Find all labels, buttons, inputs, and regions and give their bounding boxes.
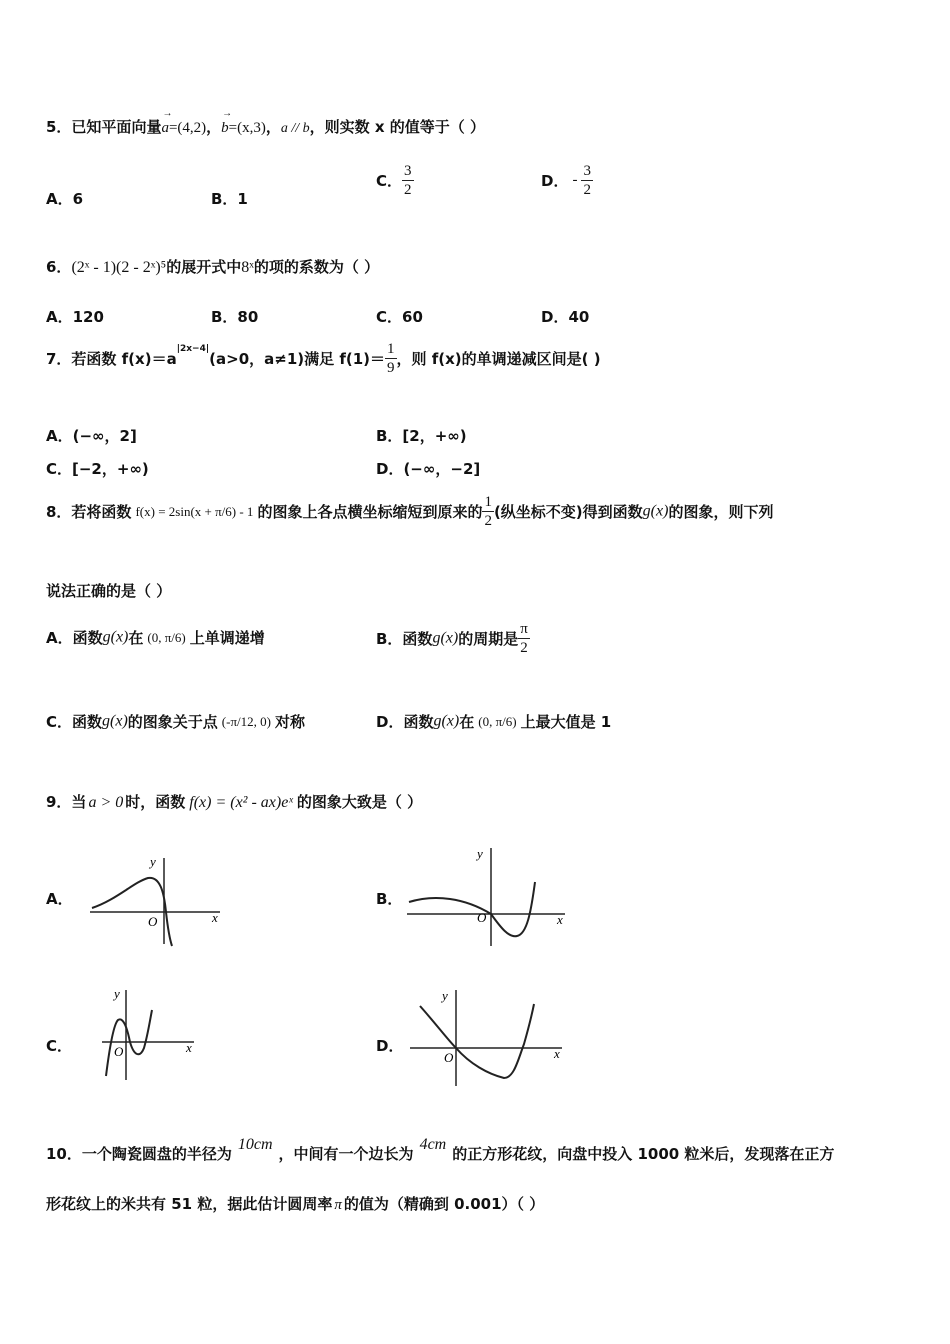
q8-b-pre: B．函数 <box>376 630 433 648</box>
q8-b-suf: 的周期是 <box>458 630 519 648</box>
q8-a-interval: (0, π/6) <box>147 629 186 645</box>
q5-option-c[interactable] <box>376 162 414 199</box>
q8-half-den: 2 <box>484 513 492 529</box>
q8-c-suf: 对称 <box>274 713 305 731</box>
q8-c-mid: 的图象关于点 <box>127 713 218 731</box>
q5-option-d-den: 2 <box>583 182 591 198</box>
q5-option-d-sign: - <box>572 172 578 188</box>
q9-graph-d[interactable] <box>408 984 568 1090</box>
q8-c-pre: C．函数 <box>46 713 103 731</box>
q10-line2-pre: 形花纹上的米共有 51 粒，据此估计圆周率 <box>46 1195 333 1213</box>
q5-option-b[interactable]: B．1 <box>211 190 248 208</box>
q9-function: f(x) = (x² - ax)eˣ <box>189 794 293 811</box>
q7-exponent: |2x−4| <box>176 344 210 354</box>
q8-b-g: g(x) <box>432 629 459 647</box>
origin-label: O <box>444 1050 454 1065</box>
q10-pi: π <box>334 1197 342 1213</box>
y-label: y <box>442 988 448 1003</box>
q7-text: 7．若函数 f(x)＝a <box>46 350 177 368</box>
q6-option-c[interactable]: C．60 <box>376 308 423 326</box>
q8-option-c[interactable] <box>46 711 305 732</box>
q7-option-d[interactable]: D．(−∞，−2] <box>376 460 481 478</box>
vector-a-value: =(4,2) <box>168 120 207 136</box>
q7-stem <box>46 340 601 377</box>
x-label: x <box>186 1040 192 1055</box>
q8-b-den: 2 <box>520 640 528 656</box>
q10-line2-suf: 的值为（精确到 0.001）（ ） <box>343 1195 545 1213</box>
q5-stem: 5．已知平面向量 → a=(4,2)， → b=(x,3)，a // b，则实数 x 的值等于（ ） <box>46 108 486 136</box>
q8-function: f(x) = 2sin(x + π/6) - 1 <box>135 503 254 519</box>
x-label: x <box>554 1046 560 1061</box>
q8-option-b[interactable] <box>376 620 530 657</box>
q6-option-a[interactable]: A．120 <box>46 308 104 326</box>
x-label: x <box>212 910 218 925</box>
parallel-condition: a // b <box>280 121 310 136</box>
q5-suffix: ，则实数 x 的值等于（ ） <box>309 118 486 136</box>
q8-mid2: (纵坐标不变)得到函数 <box>493 503 643 521</box>
q10-mid: ，中间有一个边长为 <box>278 1145 414 1163</box>
q7-text2: (a>0，a≠1)满足 f(1)＝ <box>209 350 386 368</box>
vector-a: → a <box>161 108 173 136</box>
q5-option-c-label: C． <box>376 172 403 190</box>
q6-suffix: 的项的系数为（ ） <box>253 258 380 276</box>
x-label: x <box>557 912 563 927</box>
q7-option-b[interactable]: B．[2，+∞) <box>376 427 467 445</box>
q7-suffix: ，则 f(x)的单调递减区间是( ) <box>396 350 601 368</box>
q10-stem-line2 <box>46 1193 544 1214</box>
q8-suffix: 的图象，则下列 <box>668 503 774 521</box>
q9-option-a[interactable]: A． <box>46 890 73 908</box>
origin-label: O <box>477 910 487 925</box>
q9-mid: 时，函数 <box>125 793 186 811</box>
q5-option-a[interactable]: A．6 <box>46 190 84 208</box>
q8-prefix: 8．若将函数 <box>46 503 132 521</box>
q8-c-g: g(x) <box>102 712 128 730</box>
q7-option-c[interactable]: C．[−2，+∞) <box>46 460 149 478</box>
q10-radius: 10cm <box>237 1136 273 1153</box>
q9-option-d[interactable]: D． <box>376 1037 404 1055</box>
q6-expression: (2ˣ - 1)(2 - 2ˣ)⁵ <box>71 259 167 276</box>
q10-suffix: 的正方形花纹，向盘中投入 1000 粒米后，发现落在正方 <box>452 1145 835 1163</box>
q9-option-b[interactable]: B． <box>376 890 403 908</box>
vector-b-value: =(x,3) <box>228 120 266 136</box>
q8-g: g(x) <box>642 502 669 520</box>
q8-a-pre: A．函数 <box>46 629 103 647</box>
q8-a-g: g(x) <box>102 628 129 646</box>
q9-graph-a[interactable] <box>86 852 226 948</box>
curve <box>420 1004 534 1078</box>
q8-d-mid: 在 <box>459 713 475 731</box>
q7-den: 9 <box>387 360 395 376</box>
q9-stem <box>46 791 422 812</box>
q8-d-suf: 上最大值是 1 <box>520 713 612 731</box>
q8-b-num: π <box>520 621 528 637</box>
q8-option-d[interactable] <box>376 711 611 732</box>
curve <box>409 882 535 936</box>
q5-option-d[interactable] <box>541 162 593 199</box>
origin-label: O <box>148 914 158 929</box>
q10-prefix: 10．一个陶瓷圆盘的半径为 <box>46 1145 232 1163</box>
q6-stem <box>46 256 379 277</box>
q8-option-a[interactable] <box>46 627 265 648</box>
y-label: y <box>150 854 156 869</box>
q6-option-b[interactable]: B．80 <box>211 308 259 326</box>
q9-option-c[interactable]: C． <box>46 1037 73 1055</box>
q6-term: 8ˣ <box>241 259 254 276</box>
q9-graph-c[interactable] <box>100 984 200 1084</box>
vector-b: → b <box>221 108 233 136</box>
q5-option-d-num: 3 <box>583 163 591 179</box>
q5-option-d-label: D． <box>541 172 569 190</box>
y-label: y <box>114 986 120 1001</box>
q9-prefix: 9．当 <box>46 793 87 811</box>
q9-graph-b[interactable] <box>405 842 571 948</box>
q10-stem <box>46 1136 835 1164</box>
origin-label: O <box>114 1044 124 1059</box>
q8-mid: 的图象上各点横坐标缩短到原来的 <box>257 503 483 521</box>
q8-d-g: g(x) <box>433 712 460 730</box>
q8-c-point: (-π/12, 0) <box>221 713 271 729</box>
q8-half-num: 1 <box>484 494 492 510</box>
q9-condition: a > 0 <box>88 794 124 811</box>
q7-num: 1 <box>387 341 395 357</box>
q5-prefix: 5．已知平面向量 <box>46 118 162 136</box>
y-label: y <box>477 846 483 861</box>
q7-option-a[interactable]: A．(−∞，2] <box>46 427 137 445</box>
q6-prefix: 6． <box>46 258 72 276</box>
q8-a-suf: 上单调递增 <box>189 629 265 647</box>
q8-a-mid: 在 <box>128 629 144 647</box>
q9-suffix: 的图象大致是（ ） <box>296 793 423 811</box>
q10-side: 4cm <box>419 1136 447 1153</box>
q8-d-pre: D．函数 <box>376 713 434 731</box>
q5-option-c-den: 2 <box>404 182 412 198</box>
q8-stem <box>46 493 773 530</box>
curve <box>106 1010 152 1076</box>
q6-option-d[interactable]: D．40 <box>541 308 590 326</box>
q8-stem-line2: 说法正确的是（ ） <box>46 582 172 600</box>
q8-d-interval: (0, π/6) <box>478 713 517 729</box>
q6-mid: 的展开式中 <box>166 258 242 276</box>
q5-option-c-num: 3 <box>404 163 412 179</box>
